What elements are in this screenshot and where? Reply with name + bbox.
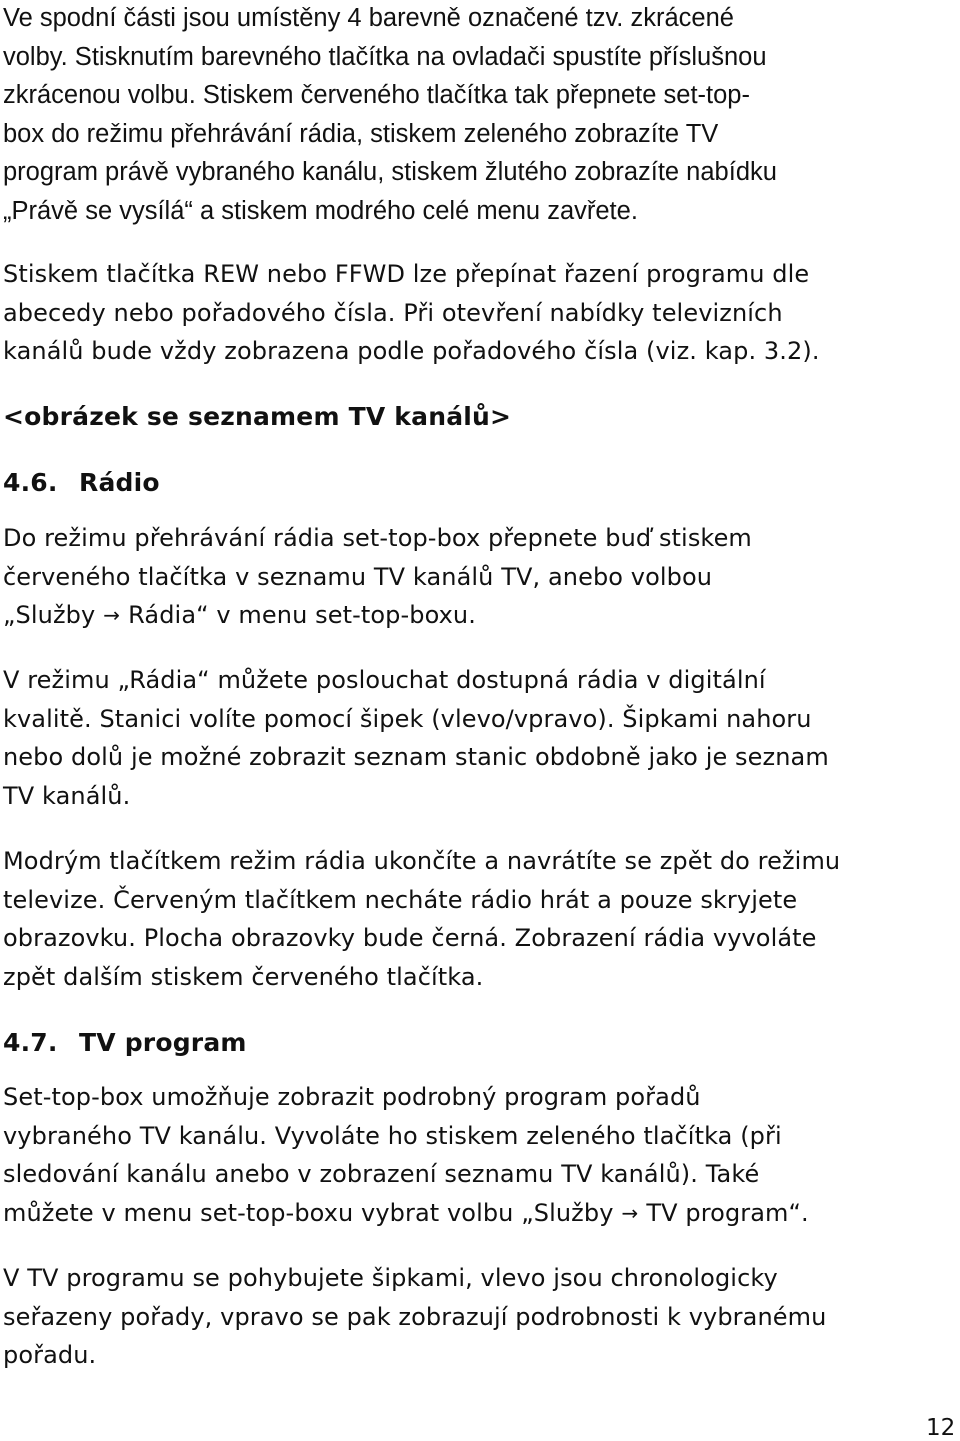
text-line: zpět dalším stiskem červeného tlačítka. xyxy=(3,962,484,991)
tv-program-navigation-paragraph xyxy=(3,1259,953,1375)
section-number: 4.6. xyxy=(3,468,58,497)
tv-program-intro-paragraph xyxy=(3,1078,953,1232)
text-line: sledování kanálu anebo v zobrazení seznamu TV kanálů). Také xyxy=(3,1160,760,1189)
text-line: box do režimu přehrávání rádia, stiskem zeleného zobrazíte TV xyxy=(3,119,719,148)
radio-exit-paragraph xyxy=(3,842,953,996)
radio-mode-paragraph xyxy=(3,661,953,815)
menu-path-part: můžete v menu set-top-boxu vybrat volbu „Služby xyxy=(3,1198,614,1227)
section-number: 4.7. xyxy=(3,1028,58,1057)
menu-path-part: „Služby xyxy=(3,601,96,630)
text-line: kanálů bude vždy zobrazena podle pořadového čísla (viz. kap. 3.2). xyxy=(3,337,820,366)
text-line: „Právě se vysílá“ a stiskem modrého celé menu zavřete. xyxy=(3,196,638,225)
text-line: program právě vybraného kanálu, stiskem žlutého zobrazíte nabídku xyxy=(3,158,777,187)
text-line xyxy=(3,1194,953,1233)
text-line: kvalitě. Stanici volíte pomocí šipek (vlevo/vpravo). Šipkami nahoru xyxy=(3,704,812,733)
text-line: pořadu. xyxy=(3,1341,97,1370)
text-line: obrazovku. Plocha obrazovky bude černá. Zobrazení rádia vyvoláte xyxy=(3,924,817,953)
text-line: červeného tlačítka v seznamu TV kanálů TV, anebo volbou xyxy=(3,562,713,591)
text-line xyxy=(3,596,953,635)
text-line: vybraného TV kanálu. Vyvoláte ho stiskem zeleného tlačítka (při xyxy=(3,1121,782,1150)
radio-intro-paragraph xyxy=(3,519,953,635)
arrow-right-icon: → xyxy=(103,603,121,628)
text-line: Ve spodní části jsou umístěny 4 barevně označené tzv. zkrácené xyxy=(3,4,734,32)
arrow-right-icon: → xyxy=(621,1200,639,1225)
colored-buttons-paragraph xyxy=(3,0,953,231)
text-line: nebo dolů je možné zobrazit seznam stanic obdobně jako je seznam xyxy=(3,743,829,772)
channel-sorting-paragraph xyxy=(3,255,953,371)
text-line: Modrým tlačítkem režim rádia ukončíte a navrátíte se zpět do režimu xyxy=(3,847,841,875)
menu-path-part: TV program“. xyxy=(646,1198,809,1227)
text-line: volby. Stisknutím barevného tlačítka na ovladači spustíte příslušnou xyxy=(3,42,767,71)
text-line: abecedy nebo pořadového čísla. Při otevření nabídky televizních xyxy=(3,298,783,327)
text-line: zkrácenou volbu. Stiskem červeného tlačítka tak přepnete set-top- xyxy=(3,81,750,110)
text-line: seřazeny pořady, vpravo se pak zobrazují podrobnosti k vybranému xyxy=(3,1302,827,1331)
text-line: V TV programu se pohybujete šipkami, vlevo jsou chronologicky xyxy=(3,1264,778,1292)
page-number: 12 xyxy=(926,1415,956,1441)
text-line: TV kanálů. xyxy=(3,781,131,810)
text-line: Do režimu přehrávání rádia set-top-box přepnete buď stiskem xyxy=(3,524,752,552)
text-line: televize. Červeným tlačítkem necháte rádio hrát a pouze skryjete xyxy=(3,885,798,914)
text-line: Stiskem tlačítka REW nebo FFWD lze přepínat řazení programu dle xyxy=(3,260,810,288)
menu-path-part: Rádia“ v menu set-top-boxu. xyxy=(128,601,476,630)
section-title: TV program xyxy=(79,1028,247,1057)
image-placeholder: <obrázek se seznamem TV kanálů> xyxy=(3,402,512,431)
section-heading-tv-program xyxy=(3,1024,247,1062)
section-title: Rádio xyxy=(79,468,160,497)
section-heading-radio xyxy=(3,464,160,502)
text-line: V režimu „Rádia“ můžete poslouchat dostupná rádia v digitální xyxy=(3,666,766,694)
text-line: Set-top-box umožňuje zobrazit podrobný program pořadů xyxy=(3,1083,701,1111)
